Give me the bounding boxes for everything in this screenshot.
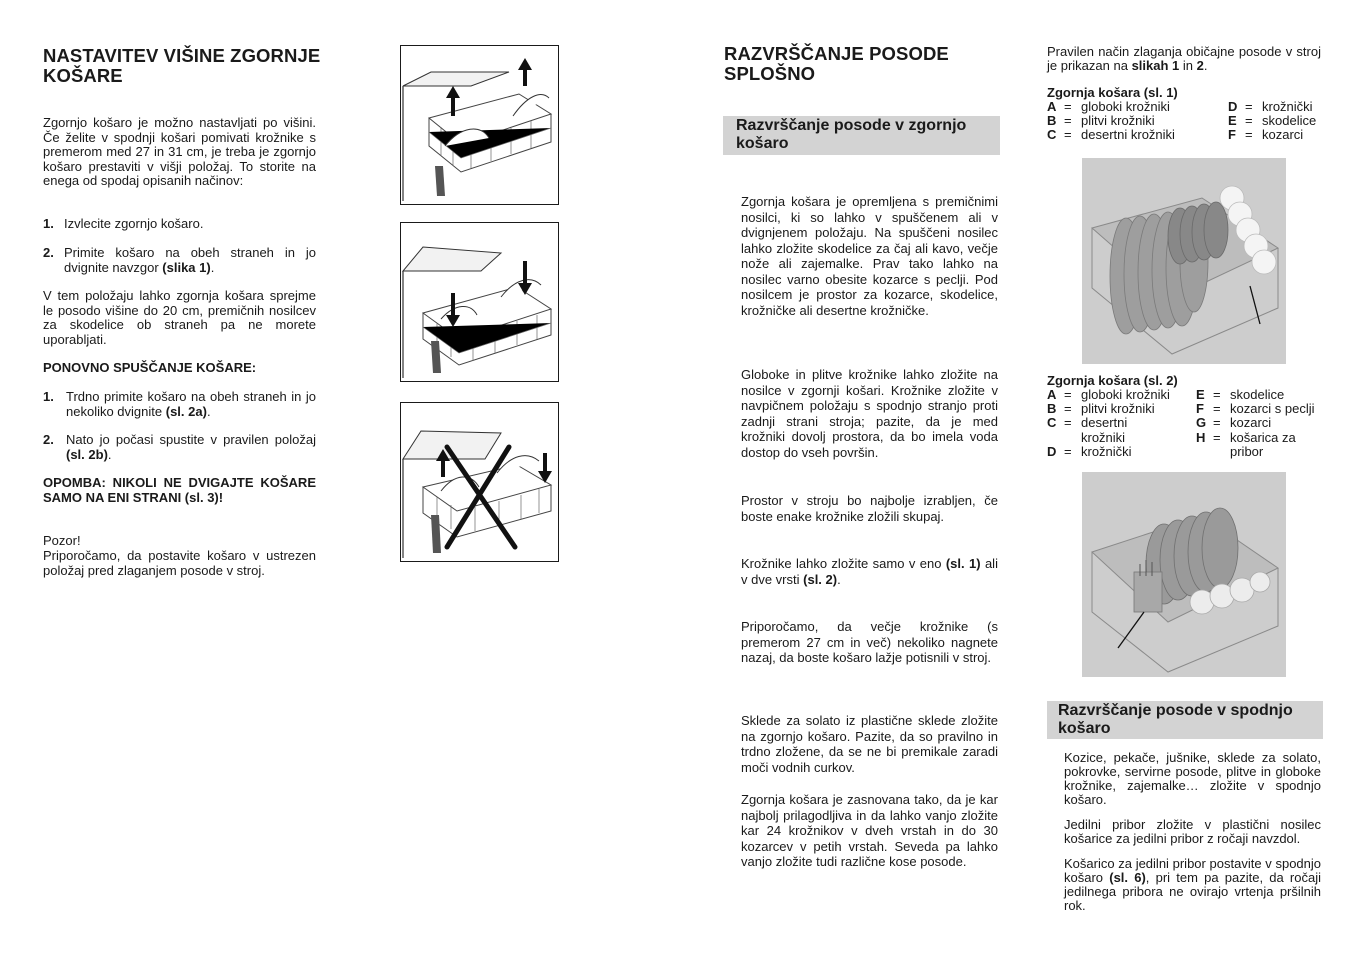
legend-equals: = [1064, 443, 1072, 459]
bar-line-1: Razvrščanje posode v zgornjo [736, 117, 967, 134]
legend-value: kozarci s peclji [1230, 401, 1315, 417]
upper-basket-section-title [736, 117, 996, 152]
bar-line-1: Razvrščanje posode v spodnjo [1058, 702, 1293, 719]
legend-equals: = [1213, 415, 1221, 431]
legend-value: plitvi krožniki [1081, 113, 1155, 129]
lower-basket-paragraph-3 [1064, 857, 1321, 913]
legend-value: krožniki [1081, 429, 1126, 445]
legend-key: F [1196, 401, 1204, 417]
legend-equals: = [1064, 99, 1072, 114]
lower-basket-heading: PONOVNO SPUŠČANJE KOŠARE: [43, 360, 257, 375]
figure-reference: (sl. 2b) [66, 446, 108, 462]
step-up-2 [43, 246, 316, 275]
legend-2-right [1196, 388, 1336, 459]
legend-equals: = [1064, 387, 1072, 402]
step-text: Izvlecite zgornjo košaro. [64, 216, 204, 231]
legend-equals: = [1064, 401, 1072, 417]
legend-equals: = [1245, 99, 1253, 114]
paragraph-text: , pri tem pa pazite, da ročaji jedilnega pribora ne ovirajo vrtenja pršilnih rok. [1064, 870, 1321, 913]
legend-equals: = [1064, 113, 1072, 129]
lower-basket-paragraph-2: Jedilni pribor zložite v plastični nosilec košarice za jedilni pribor z ročaji navzdol. [1064, 817, 1321, 846]
legend-value: skodelice [1262, 113, 1317, 129]
upper-basket-paragraph-5: Priporočamo, da večje krožnike (s premerom 27 cm in več) nekoliko nagnete nazaj, da boste košaro lažje potisnili v stroj. [741, 619, 998, 665]
legend-key: D [1228, 99, 1238, 114]
upper-basket-two-rows-image [1082, 472, 1286, 677]
upper-basket-paragraph-2: Globoke in plitve krožnike lahko zložite na nosilce v zgornji košari. Krožnike zložite v navpičnem položaju s spodnjo stranjo proti zadnji strani stroja; pazite, da je med krožniki dovolj prostora, da bo imela voda dostop do vseh površin. [741, 367, 998, 460]
bar-line-2: košaro [1058, 719, 1111, 737]
legend-2-left [1047, 388, 1192, 459]
upper-basket-photo-1 [1082, 158, 1286, 364]
legend-equals: = [1064, 127, 1072, 143]
legend-key: E [1196, 387, 1205, 402]
figure-3-wrong-one-side [400, 402, 559, 562]
legend-row [1047, 431, 1192, 445]
step-number: 2. [43, 245, 54, 260]
lower-basket-section-title [1058, 702, 1320, 737]
figure-reference: (sl. 1) [945, 556, 981, 571]
figure-2-basket-lower [400, 222, 559, 382]
legend-1-title: Zgornja košara (sl. 1) [1047, 85, 1178, 100]
legend-row [1047, 402, 1192, 416]
legend-row [1047, 388, 1192, 402]
title-line-1: NASTAVITEV VIŠINE ZGORNJE [43, 45, 321, 66]
legend-row [1228, 114, 1338, 128]
legend-equals: = [1213, 387, 1221, 402]
legend-equals: = [1064, 415, 1072, 431]
paragraph-text: ali v dve vrsti [741, 556, 998, 587]
legend-key: D [1047, 443, 1057, 459]
figure-reference: slikah 1 [1131, 58, 1180, 73]
legend-key: A [1047, 387, 1057, 402]
upper-basket-paragraph-3: Prostor v stroju bo najbolje izrabljen, če boste enake krožnike zložili skupaj. [741, 493, 998, 524]
title-line-1: RAZVRŠČANJE POSODE [724, 43, 949, 64]
legend-key: C [1047, 415, 1057, 431]
paragraph-text: Pravilen način zlaganja običajne posode v stroj je prikazan na [1047, 44, 1321, 73]
upper-basket-paragraph-7: Zgornja košara je zasnovana tako, da je kar najbolj prilagodljiva in da lahko vanjo zložite kar 24 krožnikov v dveh vrstah in do 30 kozarcev v petih vrstah. Seveda pa lahko vanjo zložite tudi različne kose posode. [741, 792, 998, 869]
title-line-2: SPLOŠNO [724, 63, 816, 84]
legend-equals: = [1245, 127, 1253, 143]
step-down-2 [43, 433, 316, 462]
legend-value: globoki krožniki [1081, 99, 1170, 114]
legend-row [1196, 388, 1336, 402]
step-text: Primite košaro na obeh straneh in jo dvignite navzgor [64, 245, 316, 275]
paragraph-text: Košarico za jedilni pribor postavite v spodnjo košaro [1064, 856, 1321, 885]
step-number: 1. [43, 216, 54, 231]
paragraph-end: . [1203, 58, 1208, 73]
warning-note: OPOMBA: NIKOLI NE DVIGAJTE KOŠARE SAMO NA ENI STRANI (sl. 3)! [43, 475, 316, 505]
legend-key: C [1047, 127, 1057, 143]
step-text: Trdno primite košaro na obeh straneh in jo nekoliko dvignite [66, 389, 316, 419]
legend-value: košarica za [1230, 429, 1296, 445]
basket-raise-illustration [401, 46, 557, 203]
legend-equals: = [1213, 429, 1221, 445]
upper-basket-paragraph-4 [741, 556, 998, 587]
legend-equals: = [1213, 401, 1221, 417]
legend-row [1047, 114, 1222, 128]
legend-value: globoki krožniki [1081, 387, 1170, 402]
legend-key: G [1196, 415, 1207, 431]
step-end: . [210, 259, 215, 275]
basket-lower-illustration [401, 223, 557, 380]
legend-value: pribor [1230, 443, 1264, 459]
wrong-lift-illustration [401, 403, 557, 560]
figure-reference: (sl. 6) [1109, 870, 1146, 885]
step-down-1 [43, 390, 316, 419]
legend-row [1196, 445, 1336, 459]
prohibited-cross-icon [447, 447, 515, 547]
bar-line-2: košaro [736, 134, 789, 152]
figure-reference: 2 [1196, 58, 1204, 73]
section-title-loading-general [724, 44, 1014, 84]
legend-row [1047, 416, 1192, 430]
legend-row [1047, 128, 1222, 142]
legend-row [1047, 445, 1192, 459]
upper-basket-photo-2 [1082, 472, 1286, 677]
legend-key: E [1228, 113, 1237, 129]
paragraph-text: in [1182, 58, 1194, 73]
legend-equals: = [1245, 113, 1253, 129]
paragraph-text: Krožnike lahko zložite samo v eno [741, 556, 942, 571]
legend-value: desertni [1081, 415, 1128, 431]
legend-value: plitvi krožniki [1081, 401, 1155, 417]
legend-value: krožnički [1081, 443, 1132, 459]
step-number: 2. [43, 432, 54, 447]
legend-row [1196, 416, 1336, 430]
legend-2-title: Zgornja košara (sl. 2) [1047, 373, 1178, 388]
lower-basket-paragraph-1: Kozice, pekače, jušnike, sklede za solato, pokrovke, servirne posode, plitve in globoke krožnike, zajemalke… zložite v spodnjo košaro. [1064, 750, 1321, 807]
caution-text: Priporočamo, da postavite košaro v ustrezen položaj pred zlaganjem posode v stroj. [43, 548, 316, 578]
legend-row [1047, 100, 1222, 114]
legend-value: skodelice [1230, 387, 1285, 402]
figure-reference: (slika 1) [162, 259, 211, 275]
upper-basket-paragraph-6: Sklede za solato iz plastične sklede zložite na zgornjo košaro. Pazite, da so pravilno in trdno zložene, da se ne bi premikale zaradi moči vodnih curkov. [741, 713, 998, 775]
legend-key: F [1228, 127, 1236, 143]
step-text: Nato jo počasi spustite v pravilen položaj [66, 432, 316, 447]
legend-row [1228, 100, 1338, 114]
upper-basket-paragraph-1: Zgornja košara je opremljena s premičnimi nosilci, ki so lahko v spuščenem ali v dvignjenem položaju. Na spuščeni nosilec lahko zložite skodelice za čaj ali kavo, večje nože ali zajemalke. Prav tako lahko na nosilec varno obesite kozarce s peclji. Pod nosilcem je prostor za kozarce, skodelice, krožničke ali desertne krožničke. [741, 194, 998, 318]
legend-1-right [1228, 100, 1338, 143]
figure-reference: (sl. 2a) [165, 403, 207, 419]
upper-basket-plates-image [1082, 158, 1286, 364]
step-end: . [107, 446, 112, 462]
title-line-2: KOŠARE [43, 65, 123, 86]
legend-row [1228, 128, 1338, 142]
paragraph-end: . [837, 571, 841, 587]
step-end: . [206, 403, 211, 419]
legend-key: B [1047, 113, 1057, 129]
legend-value: krožnički [1262, 99, 1313, 114]
legend-key: A [1047, 99, 1057, 114]
legend-row [1196, 402, 1336, 416]
figure-reference: (sl. 2) [803, 571, 838, 587]
loading-intro [1047, 45, 1321, 73]
intro-paragraph: Zgornjo košaro je možno nastavljati po višini. Če želite v spodnji košari pomivati krožnike s premerom med 27 in 31 cm, je treba je zgornjo košaro prestaviti v višji položaj. To storite na enega od spodaj opisanih načinov: [43, 115, 316, 189]
step-up-1 [43, 217, 316, 232]
section-title-basket-height [43, 46, 343, 86]
legend-1-left [1047, 100, 1222, 143]
legend-value: kozarci [1230, 415, 1272, 431]
legend-key: B [1047, 401, 1057, 417]
legend-row [1196, 431, 1336, 445]
legend-value: kozarci [1262, 127, 1304, 143]
step-number: 1. [43, 389, 54, 404]
figure-1-basket-raise [400, 45, 559, 205]
caution-label: Pozor! [43, 533, 81, 548]
position-note: V tem položaju lahko zgornja košara sprejme le posodo višine do 20 cm, premičnih nosilcev za skodelice ob straneh pa ne morete uporabljati. [43, 288, 316, 347]
legend-value: desertni krožniki [1081, 127, 1175, 143]
legend-key: H [1196, 429, 1206, 445]
